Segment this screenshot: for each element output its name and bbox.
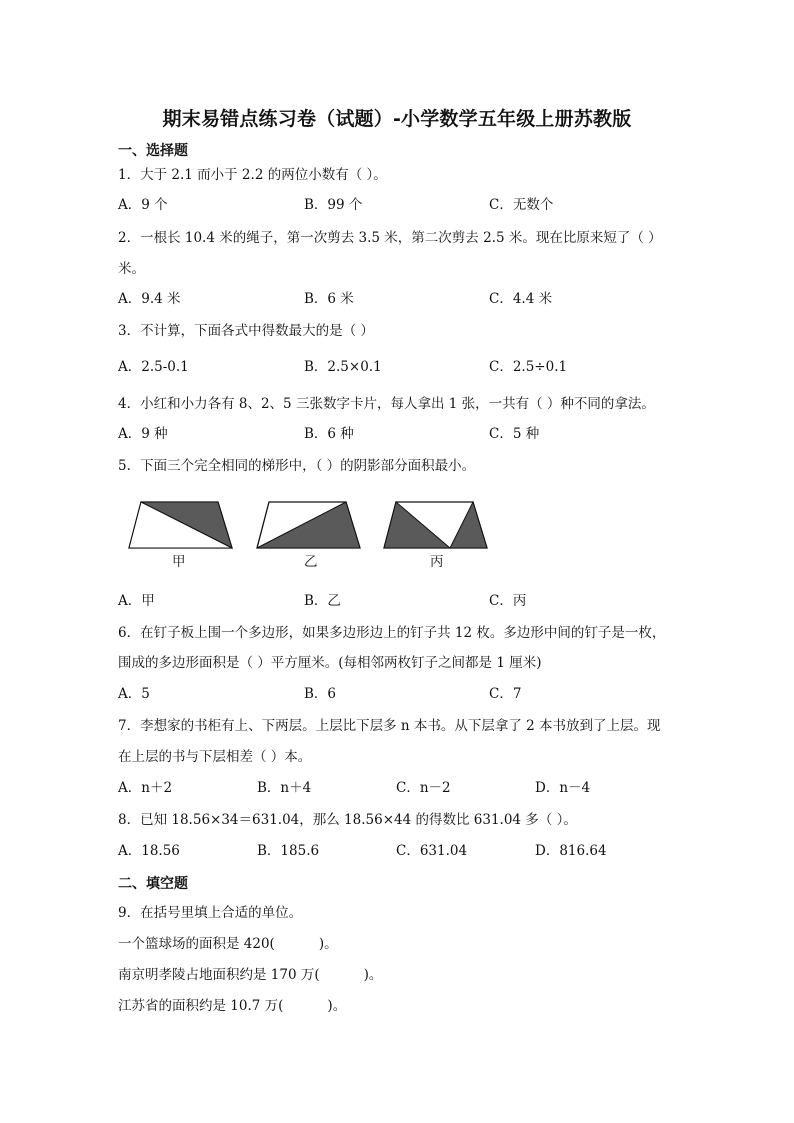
q3-option-b: B．2.5×0.1 [304,359,382,375]
q9-item-2-end: )。 [363,967,383,983]
question-2-line-2: 米。 [118,261,145,277]
q9-item-3 [118,997,346,1015]
trapezoid-yi [257,502,360,548]
trapezoid-figure [126,496,492,574]
question-6-line-1: 6．在钉子板上围一个多边形，如果多边形边上的钉子共 12 枚。多边形中间的钉子是一枚， [118,625,666,641]
question-7-line-1: 7．李想家的书柜有上、下两层。上层比下层多 n 本书。从下层拿了 2 本书放到了上层。现 [118,718,661,734]
trapezoid-label-bing: 丙 [430,554,444,570]
q3-option-a: A．2.5-0.1 [118,359,189,375]
q2-option-c: C．4.4 米 [489,291,553,307]
q8-option-a: A．18.56 [118,843,180,859]
q7-option-a: A．n＋2 [118,780,173,796]
q5-option-b: B．乙 [304,593,341,609]
question-8: 8．已知 18.56×34＝631.04，那么 18.56×44 的得数比 631.04 多（ ）。 [118,812,577,828]
q7-option-b: B．n＋4 [257,780,312,796]
trapezoid-diagram [126,496,492,556]
q8-option-c: C．631.04 [396,843,468,859]
q9-item-2 [118,966,382,984]
q6-option-c: C．7 [489,686,522,702]
q8-option-d: D．816.64 [535,843,607,859]
trapezoid-bing [384,502,487,548]
q4-option-c: C．5 种 [489,426,540,442]
q2-option-b: B．6 米 [304,291,354,307]
question-5: 5．下面三个完全相同的梯形中，（ ）的阴影部分面积最小。 [118,458,476,474]
q5-option-c: C．丙 [489,593,527,609]
q8-option-b: B．185.6 [257,843,320,859]
trapezoid-label-yi: 乙 [304,554,318,570]
q9-item-3-text: 江苏省的面积约是 10.7 万( [118,998,284,1014]
q9-item-1 [118,935,338,953]
q7-option-c: C．n－2 [396,780,451,796]
q2-option-a: A．9.4 米 [118,291,181,307]
section-fill-heading: 二、填空题 [118,876,188,892]
q4-option-b: B．6 种 [304,426,354,442]
q7-option-d: D．n－4 [535,780,591,796]
trapezoid-jia [129,502,232,548]
q9-item-1-text: 一个篮球场的面积是 420( [118,936,275,952]
q6-option-b: B．6 [304,686,337,702]
page-title: 期末易错点练习卷（试题）-小学数学五年级上册苏教版 [162,108,632,130]
q1-option-a: A．9 个 [118,197,168,213]
q5-option-a: A．甲 [118,593,155,609]
q9-item-3-end: )。 [327,998,347,1014]
question-7-line-2: 在上层的书与下层相差（ ）本。 [118,749,312,765]
question-2-line-1: 2．一根长 10.4 米的绳子，第一次剪去 3.5 米，第二次剪去 2.5 米。现在比原来短了（ ） [118,230,662,246]
question-3: 3．不计算，下面各式中得数最大的是（ ） [118,323,374,339]
trapezoid-label-jia: 甲 [172,554,186,570]
question-4: 4．小红和小力各有 8、2、5 三张数字卡片，每人拿出 1 张，一共有（ ）种不同的拿法。 [118,396,655,412]
q4-option-a: A．9 种 [118,426,168,442]
q1-option-c: C．无数个 [489,197,554,213]
section-choice-heading: 一、选择题 [118,143,188,159]
question-9: 9．在括号里填上合适的单位。 [118,905,303,921]
q9-item-1-end: )。 [318,936,338,952]
q9-item-2-text: 南京明孝陵占地面积约是 170 万( [118,967,320,983]
q3-option-c: C．2.5÷0.1 [489,359,568,375]
question-6-line-2: 围成的多边形面积是（ ）平方厘米。(每相邻两枚钉子之间都是 1 厘米) [118,655,542,671]
q6-option-a: A．5 [118,686,150,702]
question-1: 1．大于 2.1 而小于 2.2 的两位小数有（ ）。 [118,167,387,183]
q1-option-b: B．99 个 [304,197,363,213]
